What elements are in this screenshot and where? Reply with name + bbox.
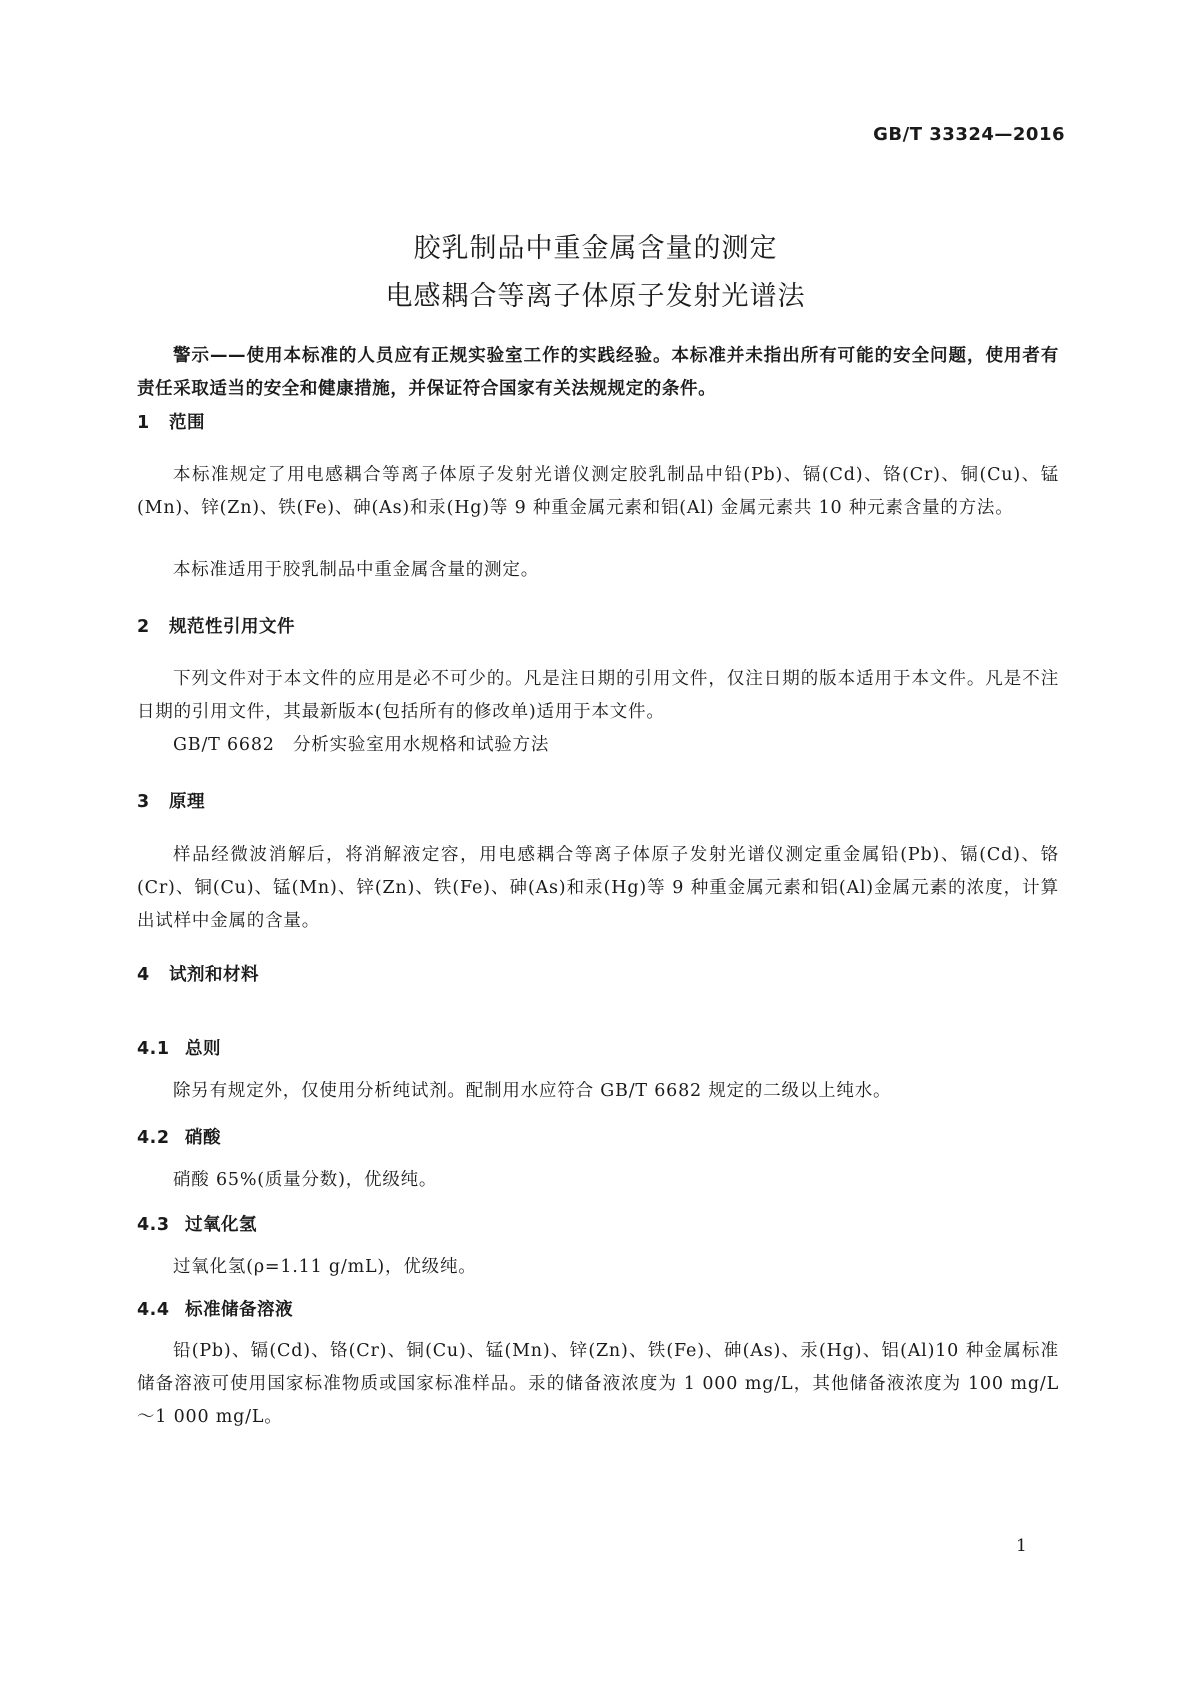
subsection-title: 总则	[185, 1039, 221, 1059]
subsection-title: 硝酸	[185, 1128, 221, 1148]
section-4-4-paragraph: 铅(Pb)、镉(Cd)、铬(Cr)、铜(Cu)、锰(Mn)、锌(Zn)、铁(Fe)、砷(As)、汞(Hg)、铝(Al)10 种金属标准储备溶液可使用国家标准物质或国家标准样品。汞的储备液浓度为 1 000 mg/L，其他储备液浓度为 100 mg/L～1 000 mg/L。	[137, 1341, 1059, 1427]
warning-paragraph: 警示——使用本标准的人员应有正规实验室工作的实践经验。本标准并未指出所有可能的安全问题，使用者有责任采取适当的安全和健康措施，并保证符合国家有关法规规定的条件。	[137, 346, 1059, 399]
section-title: 原理	[169, 792, 205, 812]
section-4-3-paragraph: 过氧化氢(ρ=1.11 g/mL)，优级纯。	[173, 1257, 477, 1277]
subsection-title: 过氧化氢	[185, 1215, 257, 1235]
section-1-paragraph-2: 本标准适用于胶乳制品中重金属含量的测定。	[173, 560, 539, 580]
section-3-heading	[137, 788, 205, 813]
section-1-paragraph-1: 本标准规定了用电感耦合等离子体原子发射光谱仪测定胶乳制品中铅(Pb)、镉(Cd)、铬(Cr)、铜(Cu)、锰(Mn)、锌(Zn)、铁(Fe)、砷(As)和汞(Hg)等 9 种重金属元素和铝(Al) 金属元素共 10 种元素含量的方法。	[137, 465, 1059, 518]
subsection-title: 标准储备溶液	[185, 1300, 293, 1320]
section-2-paragraph-1: 下列文件对于本文件的应用是必不可少的。凡是注日期的引用文件，仅注日期的版本适用于本文件。凡是不注日期的引用文件，其最新版本(包括所有的修改单)适用于本文件。	[137, 669, 1059, 722]
section-4-3-heading	[137, 1211, 257, 1236]
section-4-heading	[137, 961, 259, 986]
document-title-line1: 胶乳制品中重金属含量的测定	[413, 233, 778, 264]
section-2-heading	[137, 613, 295, 638]
section-number: 2	[137, 617, 150, 637]
section-title: 范围	[169, 413, 205, 433]
page-number: 1	[1016, 1536, 1027, 1556]
section-number: 3	[137, 792, 150, 812]
subsection-number: 4.2	[137, 1128, 170, 1148]
section-title: 规范性引用文件	[169, 617, 295, 637]
section-number: 1	[137, 413, 150, 433]
standard-number: GB/T 33324—2016	[873, 124, 1065, 145]
section-3-paragraph-1: 样品经微波消解后，将消解液定容，用电感耦合等离子体原子发射光谱仪测定重金属铅(Pb)、镉(Cd)、铬(Cr)、铜(Cu)、锰(Mn)、锌(Zn)、铁(Fe)、砷(As)和汞(Hg)等 9 种重金属元素和铝(Al)金属元素的浓度，计算出试样中金属的含量。	[137, 845, 1059, 931]
section-4-4-heading	[137, 1296, 293, 1321]
subsection-number: 4.1	[137, 1039, 170, 1059]
section-1-heading	[137, 409, 205, 434]
section-4-2-heading	[137, 1124, 221, 1149]
document-title-line2: 电感耦合等离子体原子发射光谱法	[385, 281, 806, 312]
subsection-number: 4.4	[137, 1300, 170, 1320]
section-title: 试剂和材料	[169, 965, 259, 985]
section-4-1-heading	[137, 1035, 221, 1060]
normative-reference: GB/T 6682 分析实验室用水规格和试验方法	[173, 735, 550, 755]
section-4-1-paragraph: 除另有规定外，仅使用分析纯试剂。配制用水应符合 GB/T 6682 规定的二级以上纯水。	[173, 1081, 892, 1101]
section-number: 4	[137, 965, 150, 985]
section-4-2-paragraph: 硝酸 65%(质量分数)，优级纯。	[173, 1170, 438, 1190]
subsection-number: 4.3	[137, 1215, 170, 1235]
